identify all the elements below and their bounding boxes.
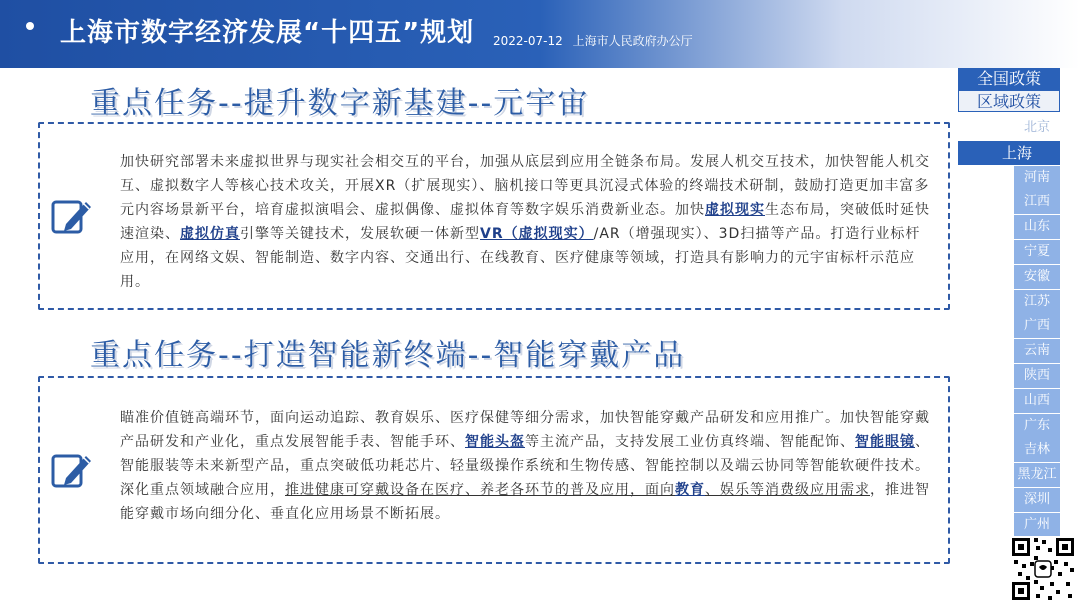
- section-heading-metaverse: 重点任务--提升数字新基建--元宇宙: [90, 86, 590, 121]
- region-item[interactable]: 广州: [1014, 513, 1060, 537]
- highlight-term: 虚拟现实: [705, 202, 765, 218]
- edit-note-icon: [50, 194, 94, 238]
- qr-code-icon: [1010, 536, 1076, 602]
- text-segment: /AR（增强现实）、3D扫描等产品。打造行业标杆应用，在网络文娱、智能制造、数字内容、交通出行、在线教育、医疗健康等领域，打造具有影响力的元宇宙标杆示范应用。: [120, 226, 921, 290]
- text-segment: 、智能服装等未来新型产品，重点突破低功耗芯片、轻量级操作系统和生物传感、智能控制以及端云协同等智能软硬件技术。深化重点领域融合应用，: [120, 434, 930, 498]
- header-subtitle: [493, 32, 699, 49]
- region-item[interactable]: 广东: [1014, 414, 1060, 438]
- region-item[interactable]: 黑龙江: [1014, 463, 1060, 487]
- section-heading-wearables: 重点任务--打造智能新终端--智能穿戴产品: [90, 338, 686, 373]
- region-item[interactable]: 山西: [1014, 389, 1060, 413]
- region-item[interactable]: 深圳: [1014, 488, 1060, 512]
- text-segment: 加快研究部署未来虚拟世界与现实社会相交互的平台，加强从底层到应用全链条布局。发展人机交互技术，加快智能人机交互、虚拟数字人等核心技术攻关，开展XR（扩展现实）、脑机接口等更具沉浸式体验的终端技术研制，鼓励打造更加丰富多元内容场景新平台，培育虚拟演唱会、虚拟偶像、虚拟体育等数字娱乐消费新业态。加快: [120, 154, 930, 218]
- region-item[interactable]: 江苏: [1014, 290, 1060, 314]
- region-item[interactable]: 宁夏: [1014, 240, 1060, 264]
- highlight-term: 教育: [675, 482, 705, 498]
- region-item[interactable]: 山东: [1014, 215, 1060, 239]
- text-segment: ，推进智能穿戴市场向细分化、垂直化应用场景不断拓展。: [120, 482, 930, 522]
- underlined-text: 推进健康可穿戴设备在医疗、养老各环节的普及应用，面向: [285, 482, 675, 498]
- region-item[interactable]: 江西: [1014, 190, 1060, 214]
- page-title: 上海市数字经济发展“十四五”规划: [60, 18, 475, 48]
- region-item[interactable]: 北京: [1023, 120, 1050, 135]
- header-banner: [0, 0, 1080, 68]
- text-segment: 生态布局，突破低时延快速渲染、: [120, 202, 930, 242]
- region-item[interactable]: 上海: [958, 141, 1060, 165]
- tab-regional-policy[interactable]: 区域政策: [958, 90, 1060, 112]
- text-segment: 等主流产品，支持发展工业仿真终端、智能配饰、: [525, 434, 855, 450]
- text-segment: 瞄准价值链高端环节，面向运动追踪、教育娱乐、医疗保健等细分需求，加快智能穿戴产品研发和应用推广。加快智能穿戴产品研发和产业化，重点发展智能手表、智能手环、: [120, 410, 930, 450]
- region-item[interactable]: 吉林: [1014, 438, 1060, 462]
- section-box-metaverse: [38, 122, 950, 310]
- section-text-wearables: [120, 406, 930, 526]
- region-item[interactable]: 陕西: [1014, 364, 1060, 388]
- region-item[interactable]: 安徽: [1014, 265, 1060, 289]
- issuer: 上海市人民政府办公厅: [572, 34, 693, 48]
- text-segment: 引擎等关键技术，发展软硬一体新型: [240, 226, 480, 242]
- section-text-metaverse: [120, 150, 930, 294]
- region-item[interactable]: 河南: [1014, 166, 1060, 190]
- underlined-text: 、娱乐等消费级应用需求: [705, 482, 870, 498]
- tab-national-policy[interactable]: 全国政策: [958, 68, 1060, 90]
- bullet-icon: [26, 22, 34, 30]
- highlight-term: 智能眼镜: [855, 434, 915, 450]
- section-box-wearables: [38, 376, 950, 564]
- highlight-term: 智能头盔: [465, 434, 525, 450]
- region-item[interactable]: 广西: [1014, 314, 1060, 338]
- region-item[interactable]: 云南: [1014, 339, 1060, 363]
- highlight-term: 虚拟仿真: [180, 226, 240, 242]
- publish-date: 2022-07-12: [493, 34, 563, 48]
- edit-note-icon: [50, 448, 94, 492]
- highlight-term: VR（虚拟现实）: [480, 226, 594, 242]
